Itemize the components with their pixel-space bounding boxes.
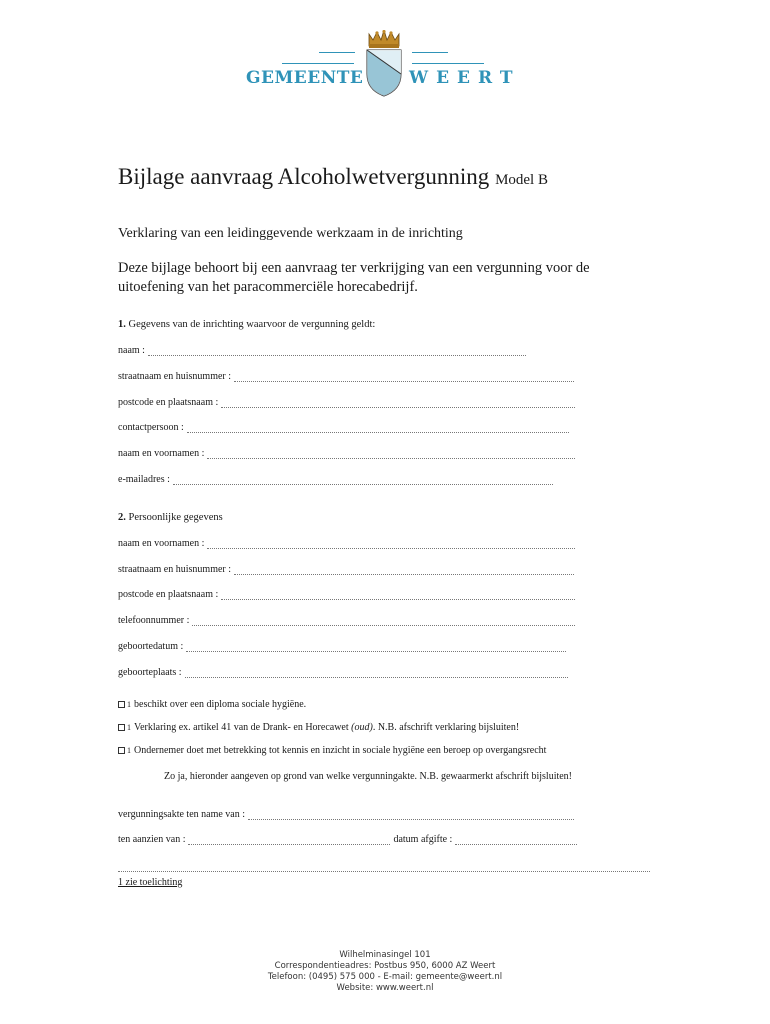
footer-correspondence: Correspondentieadres: Postbus 950, 6000 AZ Weert [274,961,496,971]
field-geboorteplaats[interactable]: geboorteplaats : [118,667,568,678]
logo-text-gemeente: GEMEENTE [246,68,364,88]
field-dotted-line[interactable] [173,475,553,485]
field-postcode[interactable]: postcode en plaatsnaam : [118,589,575,600]
section-2-heading: 2. Persoonlijke gegevens [118,512,223,523]
check-overgangsrecht: 1 Ondernemer doet met betrekking tot kennis en inzicht in sociale hygiëne een beroep op overgangsrecht [118,745,546,756]
checkbox-verklaring[interactable] [118,724,125,731]
gemeente-weert-logo [244,30,526,100]
field-dotted-line[interactable] [187,423,569,433]
footer-website: Website: www.weert.nl [336,983,434,993]
field-naam-inrichting[interactable]: naam : [118,345,526,356]
field-emailadres[interactable]: e-mailadres : [118,474,553,485]
footer-contact: Telefoon: (0495) 575 000 - E-mail: gemeente@weert.nl [267,972,503,982]
field-straatnaam-inrichting[interactable]: straatnaam en huisnummer : [118,371,574,382]
field-ten-aanzien-van[interactable]: ten aanzien van : datum afgifte : [118,834,577,845]
logo-rule-right [412,63,484,64]
datum-afgifte-label: datum afgifte : [393,834,453,845]
title-model: Model B [495,172,548,188]
footer-address: Wilhelminasingel 101 [339,950,431,960]
field-dotted-line[interactable] [234,565,574,575]
field-dotted-line[interactable] [207,449,575,459]
footnote-toelichting: 1 zie toelichting [118,877,183,888]
field-geboortedatum[interactable]: geboortedatum : [118,641,566,652]
field-dotted-line[interactable] [248,810,574,820]
field-telefoonnummer[interactable]: telefoonnummer : [118,615,575,626]
logo-text-weert: WEERT [409,68,521,88]
field-straatnaam[interactable]: straatnaam en huisnummer : [118,564,574,575]
section-1-heading: 1. Gegevens van de inrichting waarvoor de vergunning geldt: [118,319,376,330]
logo-rule-right-short [412,52,448,53]
field-naam-voornamen[interactable]: naam en voornamen : [118,538,575,549]
footnote-separator [118,871,650,872]
field-dotted-line[interactable] [455,835,577,845]
field-dotted-line[interactable] [221,590,575,600]
checkbox-overgangsrecht[interactable] [118,747,125,754]
field-contactpersoon[interactable]: contactpersoon : [118,422,569,433]
document-title: Bijlage aanvraag Alcoholwetvergunning Model B [118,164,548,189]
coat-of-arms-icon [363,30,405,98]
logo-rule-left [282,63,354,64]
field-dotted-line[interactable] [185,668,568,678]
field-dotted-line[interactable] [148,346,526,356]
field-vergunningsakte[interactable]: vergunningsakte ten name van : [118,809,574,820]
check-verklaring-art41: 1 Verklaring ex. artikel 41 van de Drank- en Horecawet (oud). N.B. afschrift verklaring bijsluiten! [118,722,519,733]
field-dotted-line[interactable] [186,642,566,652]
field-dotted-line[interactable] [234,372,574,382]
field-postcode-inrichting[interactable]: postcode en plaatsnaam : [118,397,575,408]
zo-ja-instruction: Zo ja, hieronder aangeven op grond van welke vergunningakte. N.B. gewaarmerkt afschrift bijsluiten! [164,771,573,782]
logo-rule-left-short [319,52,355,53]
field-dotted-line[interactable] [207,539,575,549]
intro-paragraph: Deze bijlage behoort bij een aanvraag ter verkrijging van een vergunning voor de uitoefening van het paracommerciële horecabedrijf. [118,260,590,295]
document-subtitle: Verklaring van een leidinggevende werkzaam in de inrichting [118,226,463,241]
field-naam-voornamen-contact[interactable]: naam en voornamen : [118,448,575,459]
checkbox-diploma[interactable] [118,701,125,708]
field-dotted-line[interactable] [221,398,575,408]
field-dotted-line[interactable] [188,835,390,845]
check-diploma: 1 beschikt over een diploma sociale hygiëne. [118,699,306,710]
field-dotted-line[interactable] [192,616,575,626]
page-footer [0,950,770,994]
